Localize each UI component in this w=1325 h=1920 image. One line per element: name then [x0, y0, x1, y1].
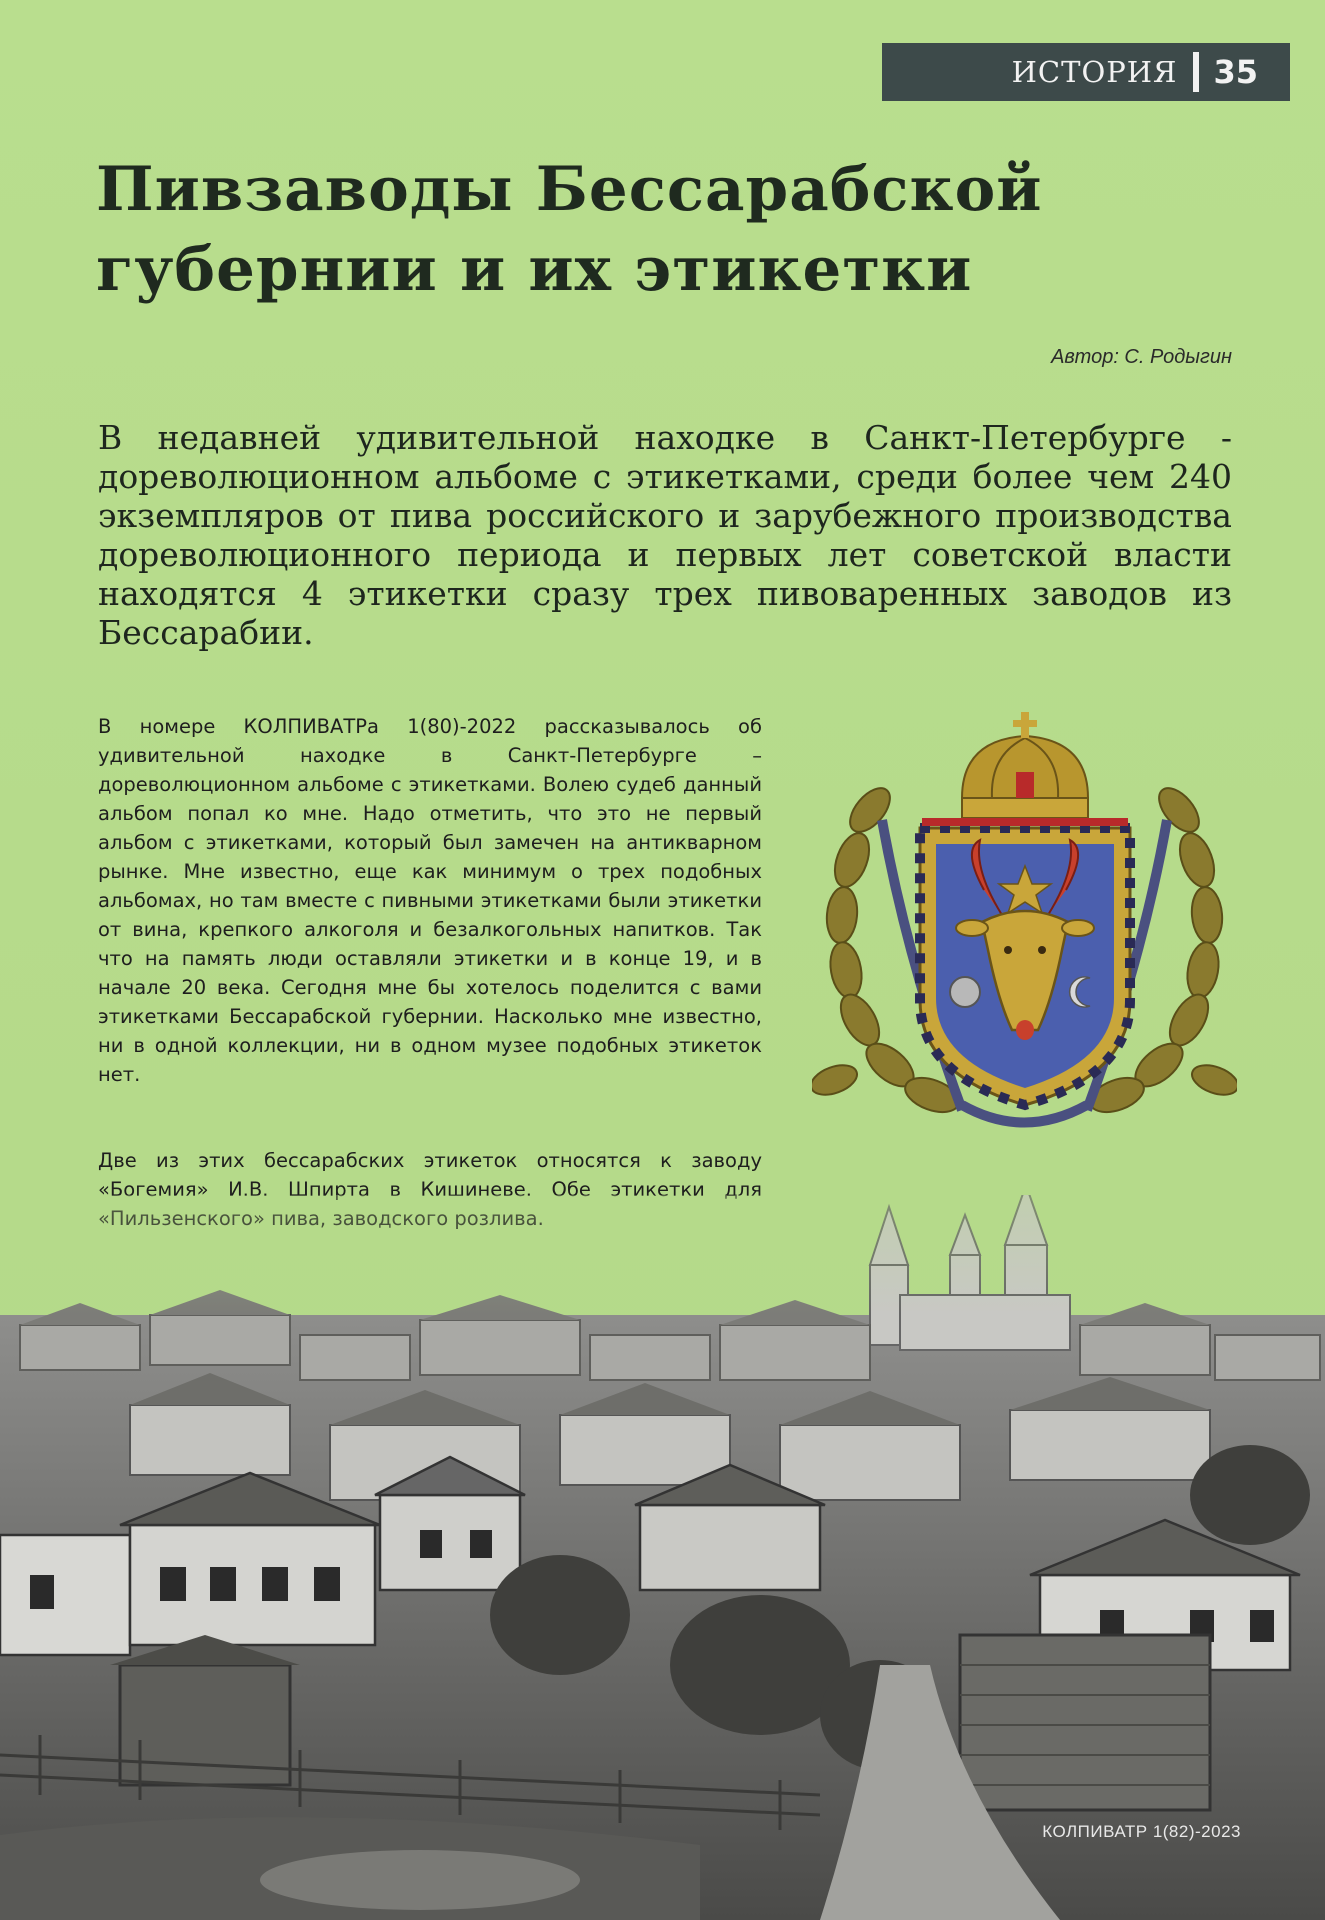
- issue-footer: КОЛПИВАТР 1(82)-2023: [1042, 1822, 1241, 1841]
- coat-of-arms-image: [812, 700, 1237, 1145]
- article-paragraph-1: В номере КОЛПИВАТРа 1(80)-2022 рассказывалось об удивительной находке в Санкт-Петербурге – дореволюционном альбоме с этикетками. Волею судеб данный альбом попал ко мне. Надо отметить, что это не первый альбом с этикетками, который был замечен на антикварном рынке. Мне известно, еще как минимум о трех подобных альбомах, но там вместе с пивными этикетками были этикетки от вина, крепкого алкоголя и безалкогольных напитков. Так что на память люди оставляли этикетки и в конце 19, и в начале 20 века. Сегодня мне бы хотелось поделится с вами этикетками Бессарабской губернии. Насколько мне известно, ни в одной коллекции, ни в одном музее подобных этикеток нет.: [98, 715, 762, 1086]
- page-number: 35: [1213, 53, 1258, 91]
- rose: [950, 977, 980, 1007]
- article-paragraph-2: Две из этих бессарабских этикеток относятся к заводу «Богемия» И.В. Шпирта в Кишиневе. Обе этикетки для «Пильзенского» пива, заводского розлива.: [98, 1149, 762, 1230]
- town-photo: [0, 1195, 1325, 1920]
- article-title-line-1: Пивзаводы Бессарабской: [96, 154, 1043, 225]
- crown: [922, 712, 1128, 826]
- section-separator: [1193, 52, 1199, 92]
- article-title: [96, 150, 1246, 310]
- section-name: ИСТОРИЯ: [1011, 55, 1178, 89]
- barn: [960, 1635, 1210, 1810]
- article-title-line-2: губернии и их этикетки: [96, 234, 973, 305]
- article-author: Автор: С. Родыгин: [1051, 346, 1232, 368]
- section-header: [882, 43, 1290, 101]
- article-lead: В недавней удивительной находке в Санкт-Петербурге - дореволюционном альбоме с этикетками, среди более чем 240 экземпляров от пива российского и зарубежного производства дореволюционного периода и первых лет советской власти находятся 4 этикетки сразу трех пивоваренных заводов из Бессарабии.: [98, 418, 1232, 652]
